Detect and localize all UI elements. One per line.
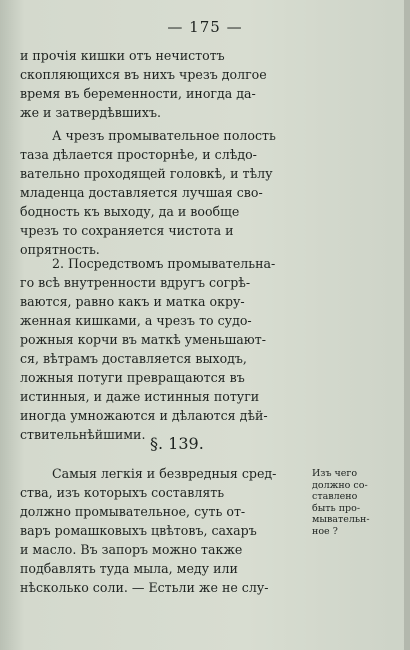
text-line: нѣсколько соли. — Естьли же не слу- (20, 580, 269, 595)
text-line: женная кишками, а чрезъ то судо- (20, 313, 252, 328)
text-line: же и затвердѣвшихъ. (20, 105, 162, 120)
text-line: скопляющихся въ нихъ чрезъ долгое (20, 67, 267, 82)
page-edge (404, 0, 410, 650)
margin-note-line: ное ? (312, 525, 338, 537)
text-line: таза дѣлается просторнѣе, и слѣдо- (20, 147, 257, 162)
text-line: должно промывательное, суть от- (20, 504, 246, 519)
paragraph-1 (20, 46, 304, 122)
margin-note (312, 468, 392, 537)
text-line: ложныя потуги превращаются въ (20, 370, 245, 385)
text-line: ваются, равно какъ и матка окру- (20, 294, 245, 309)
margin-note-line: быть про- (312, 502, 361, 514)
text-line: бодность къ выходу, да и вообще (20, 204, 240, 219)
paragraph-4 (20, 464, 304, 597)
text-line: А чрезъ промывательное полость (52, 128, 276, 143)
margin-note-line: мывательн- (312, 514, 370, 525)
text-line: и прочія кишки отъ нечистотъ (20, 48, 225, 63)
text-line: опрятность. (20, 242, 100, 257)
margin-note-line: должно со- (312, 479, 368, 491)
text-line: время въ беременности, иногда да- (20, 86, 256, 101)
text-line: 2. Посредствомъ промывательна- (52, 256, 276, 271)
margin-note-line: ставлено (312, 491, 358, 502)
text-line: чрезъ то сохраняется чистота и (20, 223, 234, 238)
text-line: ства, изъ которыхъ составлять (20, 485, 225, 500)
text-line: истинныя, и даже истинныя потуги (20, 389, 260, 404)
paragraph-2 (20, 126, 304, 259)
margin-note-line: Изъ чего (312, 468, 358, 479)
page-number: — 175 — (167, 18, 243, 36)
paragraph-3 (20, 254, 304, 444)
text-line: варъ ромашковыхъ цвѣтовъ, сахаръ (20, 523, 257, 538)
text-line: и масло. Въ запоръ можно также (20, 542, 243, 557)
text-line: ся, вѣтрамъ доставляется выходъ, (20, 351, 247, 366)
text-line: вательно проходящей головкѣ, и тѣлу (20, 166, 273, 181)
text-line: рожныя корчи въ маткѣ уменьшают- (20, 332, 266, 347)
text-line: го всѣ внутренности вдругъ согрѣ- (20, 275, 251, 290)
text-line: подбавлять туда мыла, меду или (20, 561, 238, 576)
text-line: иногда умножаются и дѣлаются дѣй- (20, 408, 268, 423)
text-line: Самыя легкія и безвредныя сред- (52, 466, 277, 481)
text-line: ствительнѣйшими. (20, 427, 146, 442)
text-line: младенца доставляется лучшая сво- (20, 185, 263, 200)
section-heading: §. 139. (150, 434, 204, 453)
